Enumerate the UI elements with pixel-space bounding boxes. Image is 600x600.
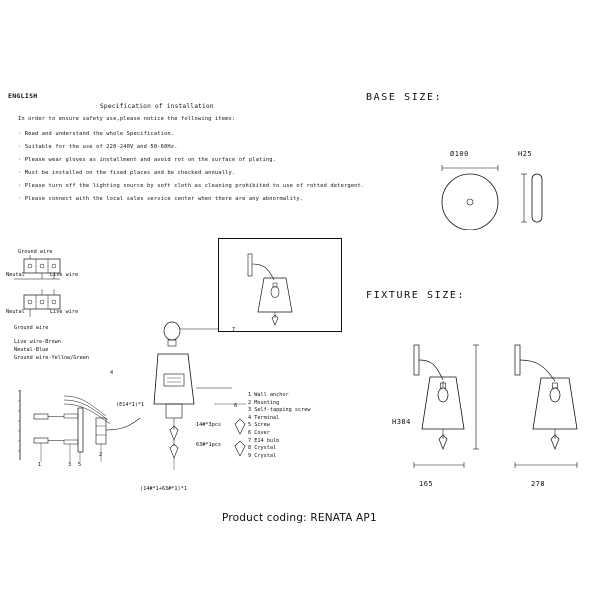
wiring-ground-bottom-label: Ground wire bbox=[14, 325, 49, 331]
parts-list-item-9 bbox=[248, 453, 310, 461]
fixture-front-view bbox=[398, 325, 488, 475]
terminal-block-diagram bbox=[8, 255, 88, 327]
wiring-live-bottom-label: Live wire bbox=[50, 309, 79, 315]
parts-leader-lines bbox=[214, 392, 250, 462]
parts-list-item-3 bbox=[248, 407, 310, 415]
part-num-1: 1 bbox=[248, 392, 252, 398]
callout-1: 1 bbox=[38, 462, 42, 468]
crystal-note-14: 14#*3pcs bbox=[196, 422, 221, 428]
base-plan-drawing bbox=[420, 160, 520, 230]
part-num-8: 8 bbox=[248, 445, 252, 452]
part-num-3: 3 bbox=[248, 407, 252, 414]
part-num-5: 5 bbox=[248, 422, 252, 429]
product-coding: Product coding: RENATA AP1 bbox=[222, 512, 377, 524]
parts-list bbox=[248, 392, 310, 460]
base-diameter-label: Ø100 bbox=[450, 150, 469, 158]
fixture-width-front-label: 165 bbox=[419, 480, 434, 488]
specification-title: Specification of installation bbox=[100, 103, 214, 110]
wiring-neutral-bottom-label: Neutal bbox=[6, 309, 25, 315]
parts-list-item-4 bbox=[248, 415, 310, 423]
spec-item-1: · Read and understand the whole Specification. bbox=[18, 131, 175, 137]
spec-item-2: · Suitable for the use of 220-240V and 50-60Hz. bbox=[18, 144, 178, 150]
part-label-9: Crystal bbox=[254, 452, 277, 459]
spec-item-3: · Please wear gloves as installment and avoid rot on the surface of plating. bbox=[18, 157, 277, 163]
base-side-drawing bbox=[510, 160, 570, 230]
part-label-6: Cover bbox=[254, 429, 270, 436]
wiring-legend-ground: Ground wire-Yellow/Green bbox=[14, 355, 89, 361]
part-label-5: Screw bbox=[254, 422, 270, 429]
part-num-7: 7 bbox=[248, 437, 252, 444]
parts-list-item-7 bbox=[248, 438, 310, 446]
fixture-height-label: H384 bbox=[392, 418, 411, 426]
part-label-8: Crystal bbox=[254, 445, 277, 452]
parts-list-item-1 bbox=[248, 392, 310, 400]
bottom-crystal-note: (14#*1+63#*1)*1 bbox=[140, 486, 187, 492]
wiring-ground-top-label: Ground wire bbox=[18, 249, 53, 255]
callout-2: 2 bbox=[99, 452, 103, 458]
product-preview-drawing bbox=[240, 244, 320, 326]
callout-5: 5 bbox=[78, 462, 82, 468]
fixture-width-side-label: 278 bbox=[531, 480, 546, 488]
callout-7: 7 bbox=[232, 327, 236, 333]
spec-item-6: · Please connect with the local sales service center when there are any abnormality. bbox=[18, 196, 304, 202]
wiring-legend-live: Live wire-Brown bbox=[14, 339, 61, 345]
part-num-4: 4 bbox=[248, 414, 252, 421]
socket-bulb-note: (E14*1)*1 bbox=[116, 402, 145, 408]
parts-list-item-8 bbox=[248, 445, 310, 453]
wiring-legend-neutral: Neutal-Blue bbox=[14, 347, 49, 353]
parts-list-item-2 bbox=[248, 400, 310, 408]
part-num-6: 6 bbox=[248, 429, 252, 436]
language-heading: ENGLISH bbox=[8, 92, 38, 100]
part-label-1: Wall anchor bbox=[254, 392, 289, 398]
base-height-label: H25 bbox=[518, 150, 533, 158]
parts-list-item-5 bbox=[248, 422, 310, 430]
part-label-7: E14 bulb bbox=[254, 437, 280, 444]
spec-item-4: · Must be installed on the fixed places and be checked annually. bbox=[18, 170, 236, 176]
wiring-live-top-label: Live wire bbox=[50, 272, 79, 278]
part-label-3: Self-tapping screw bbox=[254, 407, 311, 414]
fixture-side-view bbox=[505, 325, 600, 475]
specification-intro: In order to ensure safety use,please notice the following items: bbox=[18, 116, 236, 122]
callout-4: 4 bbox=[110, 370, 114, 376]
fixture-size-title: FIXTURE SIZE: bbox=[366, 290, 466, 301]
callout-6: 6 bbox=[234, 403, 238, 409]
base-size-title: BASE SIZE: bbox=[366, 92, 443, 103]
parts-list-item-6 bbox=[248, 430, 310, 438]
callout-3: 3 bbox=[68, 462, 72, 468]
crystal-note-63: 63#*1pcs bbox=[196, 442, 221, 448]
wiring-neutral-top-label: Neutal bbox=[6, 272, 25, 278]
part-num-2: 2 bbox=[248, 399, 252, 406]
part-label-2: Mounting bbox=[254, 399, 280, 406]
part-num-9: 9 bbox=[248, 452, 252, 459]
spec-item-5: · Please turn off the lighting source by soft cloth as cleaning prohibited to use of rotted detergent. bbox=[18, 183, 365, 189]
part-label-4: Terminal bbox=[254, 414, 280, 421]
